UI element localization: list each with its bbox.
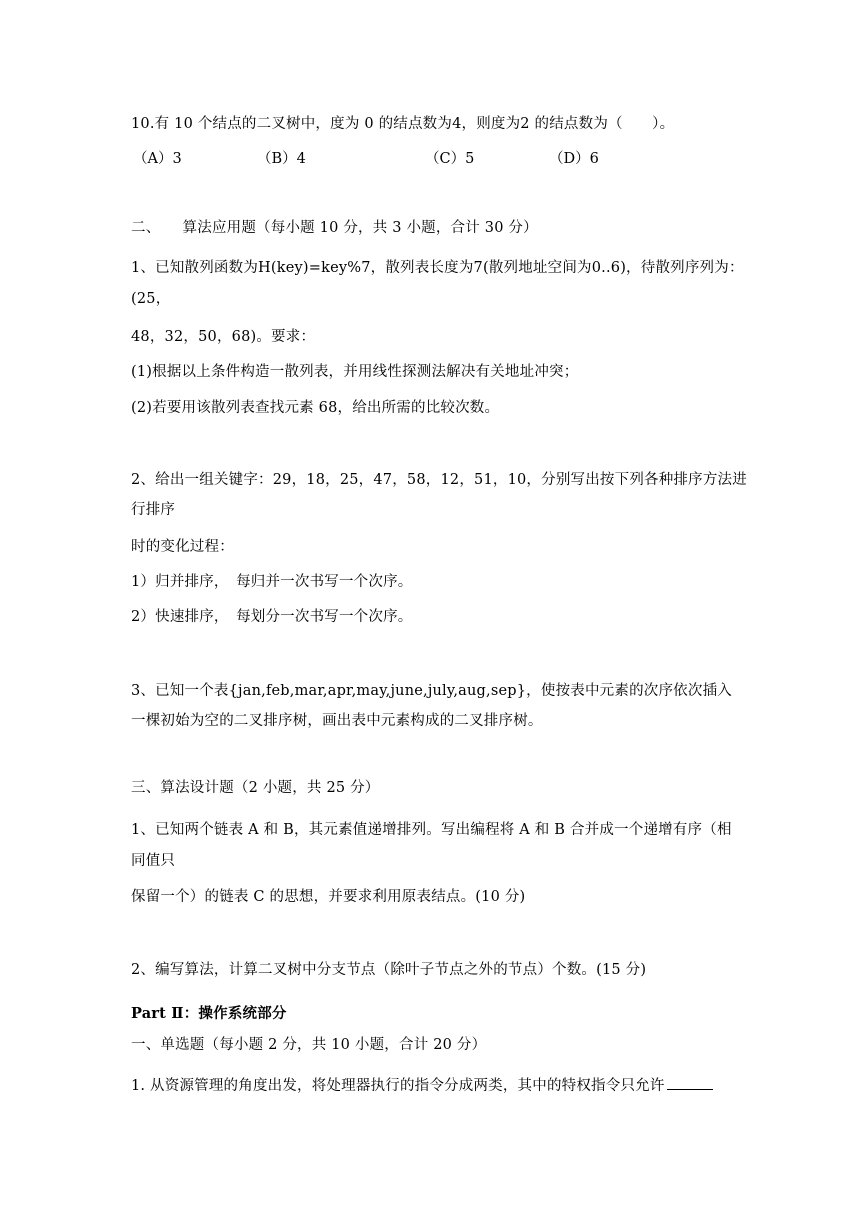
s2-q1-line1: 1、已知散列函数为H(key)=key%7，散列表长度为7(散列地址空间为0..6)，待散列序列为：	[131, 260, 744, 276]
s2-q3-line2: 一棵初始为空的二叉排序树，画出表中元素构成的二叉排序树。	[131, 713, 543, 729]
os-question-1	[131, 1075, 713, 1096]
s3-q1-line1: 1、已知两个链表 A 和 B，其元素值递增排列。写出编程将 A 和 B 合并成一个递增有序（相	[131, 822, 732, 838]
s3-q1-line3: 保留一个）的链表 C 的思想，并要求利用原表结点。(10 分)	[131, 889, 526, 905]
answer-blank	[667, 1075, 713, 1090]
option-b: （B）4	[257, 151, 306, 167]
section-2-heading: 二、 算法应用题（每小题 10 分，共 3 小题，合计 30 分）	[131, 220, 538, 236]
s2-q1-line2: (25，	[131, 291, 171, 307]
s2-q2-line4: 1）归并排序， 每归并一次书写一个次序。	[131, 574, 413, 590]
option-d: （D）6	[549, 151, 599, 167]
s3-q2-line1: 2、编写算法，计算二叉树中分支节点（除叶子节点之外的节点）个数。(15 分)	[131, 962, 647, 978]
os-question-1-text: 1. 从资源管理的角度出发，将处理器执行的指令分成两类，其中的特权指令只允许	[131, 1078, 665, 1094]
s2-q1-line4: (1)根据以上条件构造一散列表，并用线性探测法解决有关地址冲突；	[131, 364, 579, 380]
part-2-heading: Part Ⅱ：操作系统部分	[131, 1005, 287, 1022]
s2-q3-line1: 3、已知一个表{jan,feb,mar,apr,may,june,july,aug,sep}，使按表中元素的次序依次插入	[131, 683, 732, 699]
s2-q2-line2: 行排序	[131, 502, 176, 518]
s2-q2-line1: 2、给出一组关键字：29，18，25，47，58，12，51，10，分别写出按下列各种排序方法进	[131, 472, 747, 488]
section-3-heading: 三、算法设计题（2 小题，共 25 分）	[131, 780, 380, 796]
question-10-stem: 10.有 10 个结点的二叉树中，度为 0 的结点数为4，则度为2 的结点数为（ ）。	[131, 116, 675, 132]
option-c: （C）5	[425, 151, 475, 167]
s2-q1-line5: (2)若要用该散列表查找元素 68，给出所需的比较次数。	[131, 400, 500, 416]
s2-q1-line3: 48，32，50，68)。要求：	[131, 329, 316, 345]
part-2-subheading: 一、单选题（每小题 2 分，共 10 小题，合计 20 分）	[131, 1037, 487, 1053]
s2-q2-line3: 时的变化过程：	[131, 539, 234, 555]
s3-q1-line2: 同值只	[131, 853, 176, 869]
s2-q2-line5: 2）快速排序， 每划分一次书写一个次序。	[131, 609, 413, 625]
option-a: （A）3	[133, 151, 182, 167]
